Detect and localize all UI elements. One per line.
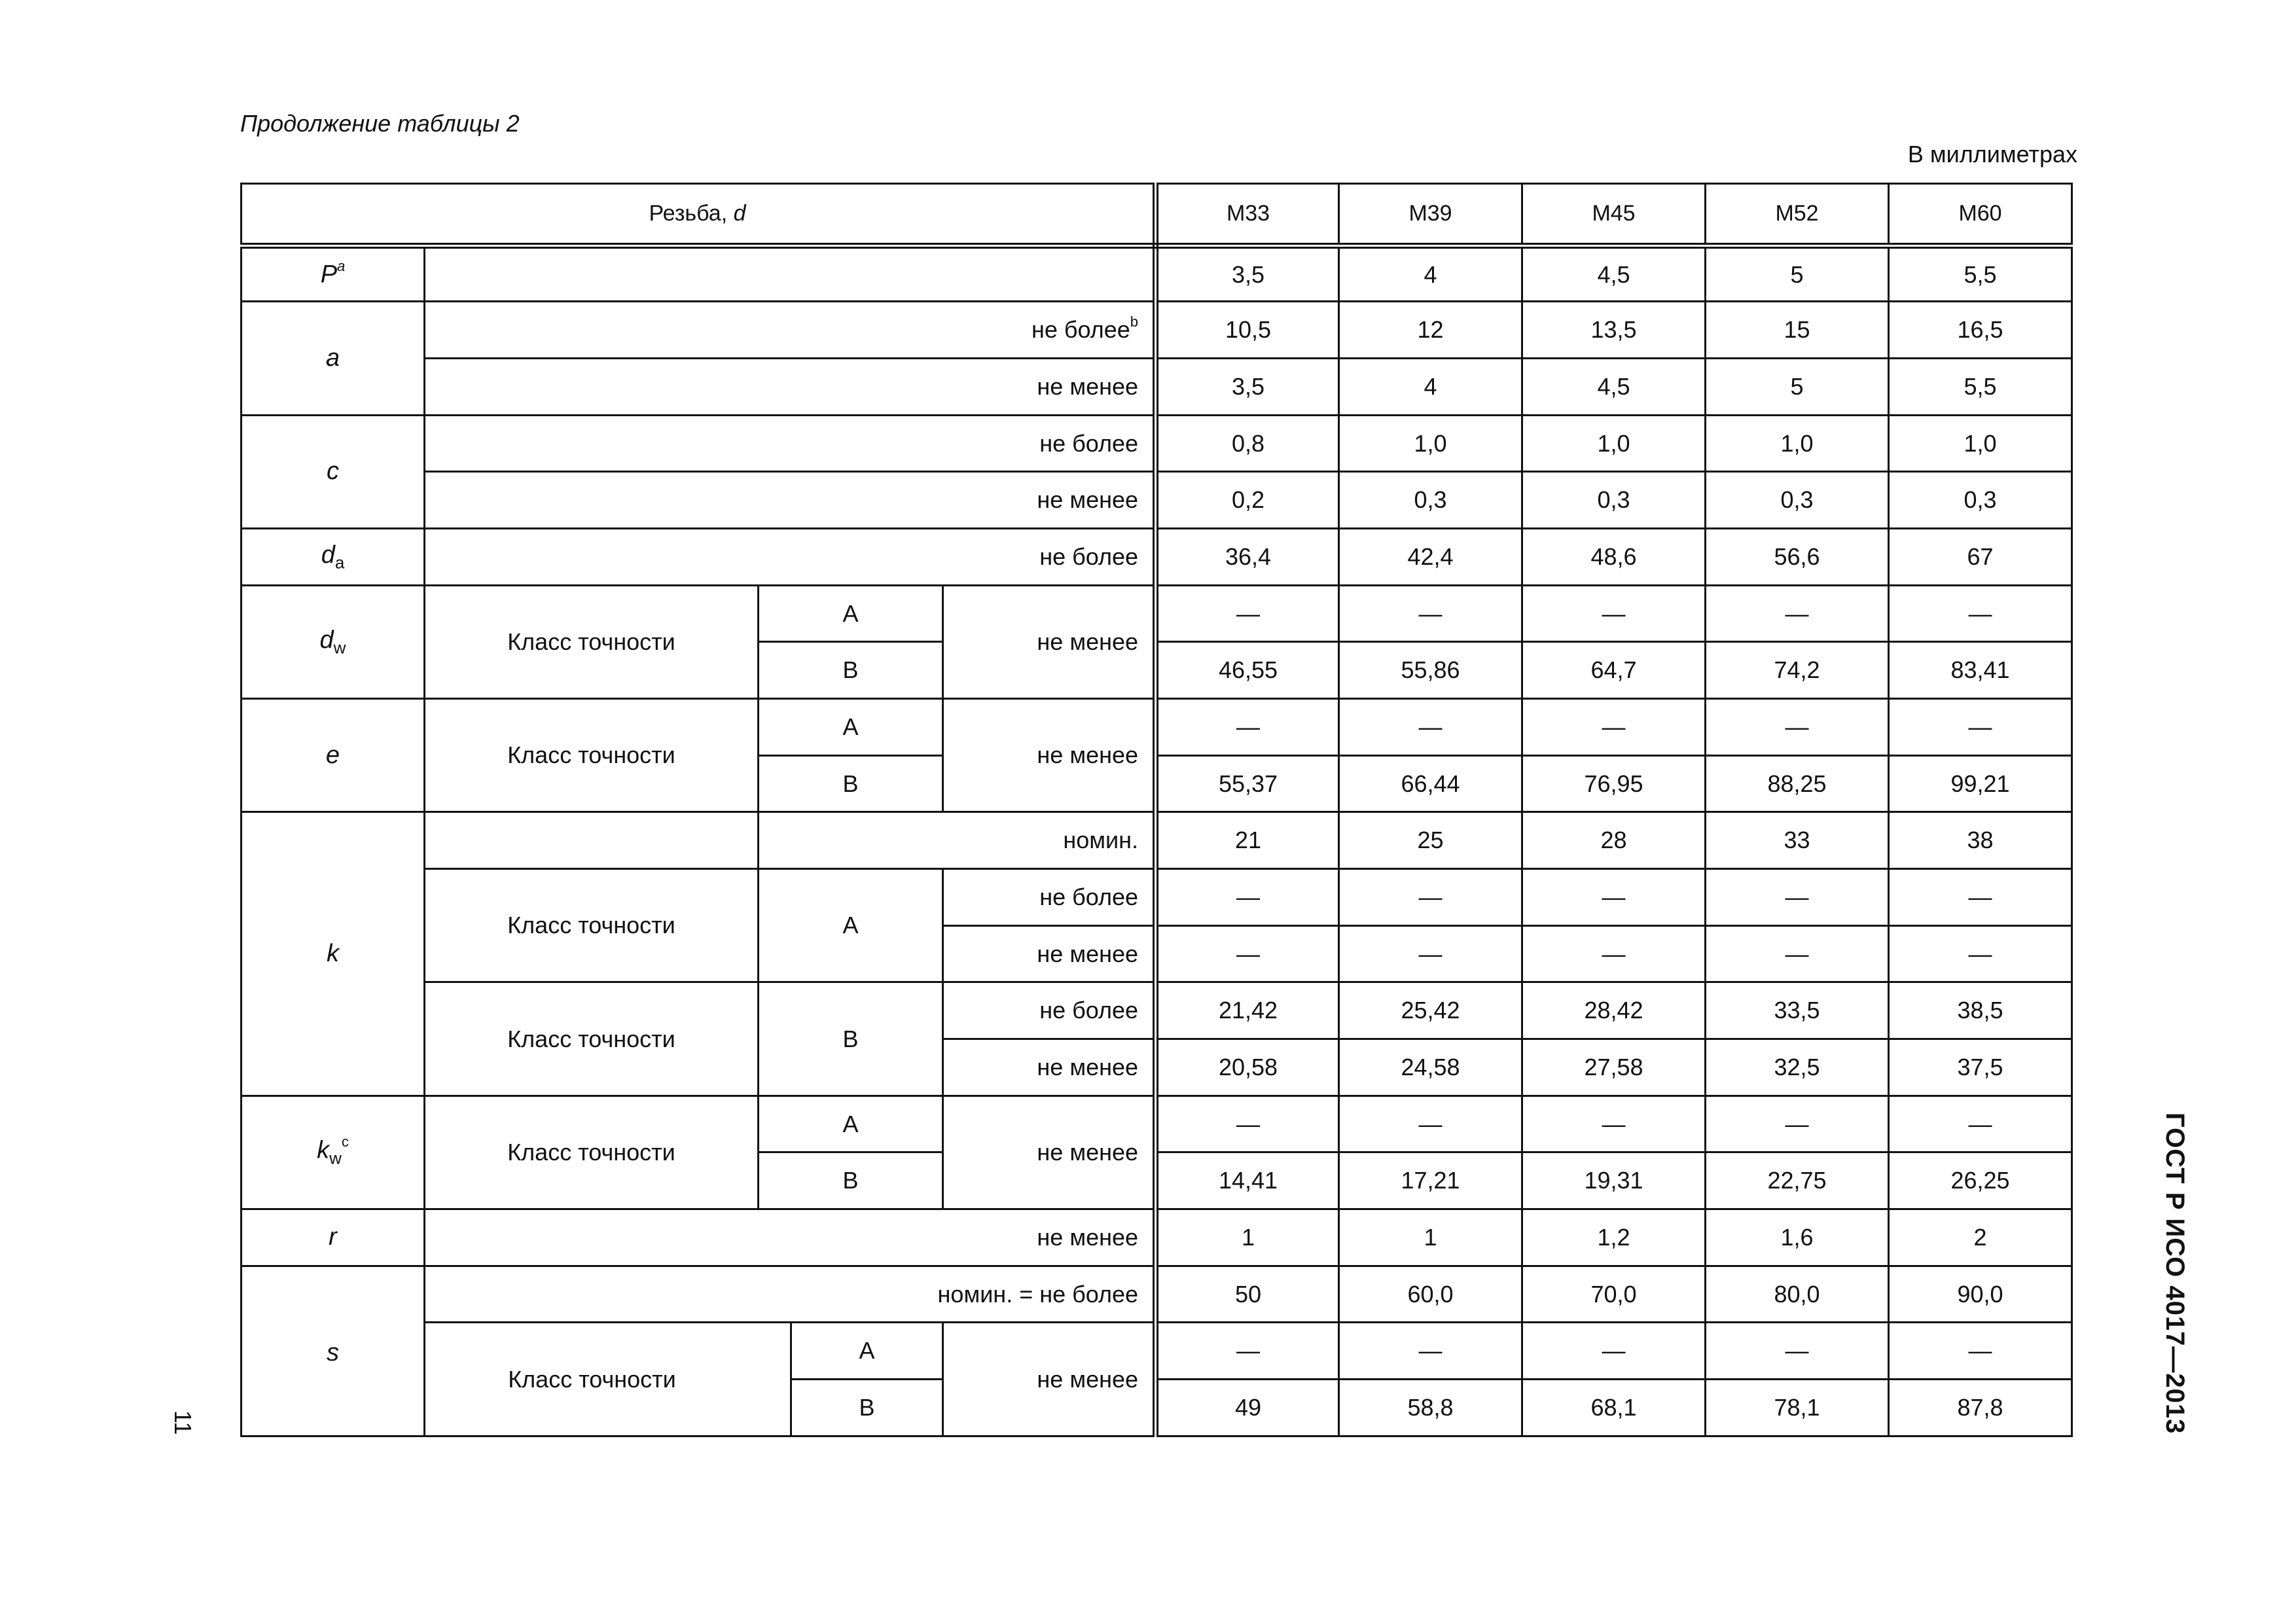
value-cell: — [1522,1323,1706,1380]
table-row [242,1266,2072,1323]
value-cell: 3,5 [1156,245,1339,302]
value-cell: — [1706,585,1889,642]
value-cell: 1,0 [1522,415,1706,472]
value-cell: 19,31 [1522,1152,1706,1209]
symbol-cell: s [242,1266,425,1436]
table-row [242,812,2072,869]
value-cell: 55,37 [1156,755,1339,812]
empty-cell [425,812,759,869]
value-cell: — [1706,925,1889,982]
limit-cell: не более [425,415,1156,472]
value-cell: 48,6 [1522,529,1706,586]
value-cell: 32,5 [1706,1039,1889,1096]
value-cell: 0,2 [1156,472,1339,529]
thread-label: Резьба, [649,200,734,226]
table-row [242,415,2072,472]
symbol-cell: r [242,1209,425,1266]
value-cell: 25 [1339,812,1522,869]
value-cell: 5 [1706,245,1889,302]
value-cell: — [1889,699,2072,756]
limit-cell: не менее [943,925,1156,982]
grade-cell: A [791,1323,943,1380]
value-cell: — [1889,1096,2072,1152]
value-cell: — [1156,699,1339,756]
limit-cell: не менее [425,472,1156,529]
value-cell: 60,0 [1339,1266,1522,1323]
symbol-cell: e [242,699,425,812]
value-cell: 16,5 [1889,302,2072,359]
value-cell: 33 [1706,812,1889,869]
value-cell: 58,8 [1339,1380,1522,1436]
value-cell: 4 [1339,245,1522,302]
table-row [242,982,2072,1039]
symbol-cell: k [242,812,425,1096]
value-cell: 1 [1156,1209,1339,1266]
value-cell: — [1889,925,2072,982]
page-number: 11 [170,1410,196,1435]
table-row [242,1096,2072,1152]
value-cell: — [1706,1096,1889,1152]
thread-var: d [733,200,746,226]
value-cell: 5,5 [1889,245,2072,302]
limit-cell: не менее [425,359,1156,416]
header-row [242,184,2072,246]
grade-cell: A [759,585,943,642]
limit-cell: не более$^b$ [425,302,1156,359]
table-caption: Продолжение таблицы 2 [240,110,520,137]
value-cell: 0,3 [1889,472,2072,529]
value-cell: 42,4 [1339,529,1522,586]
grade-cell: B [791,1380,943,1436]
value-cell: — [1706,699,1889,756]
size-header: M45 [1522,184,1706,246]
value-cell: — [1339,699,1522,756]
value-cell: — [1156,925,1339,982]
value-cell: — [1156,869,1339,926]
value-cell: 3,5 [1156,359,1339,416]
table-row [242,699,2072,756]
size-header: M52 [1706,184,1889,246]
value-cell: 70,0 [1522,1266,1706,1323]
value-cell: — [1522,925,1706,982]
value-cell: 33,5 [1706,982,1889,1039]
value-cell: — [1522,869,1706,926]
value-cell: — [1522,585,1706,642]
size-header: M60 [1889,184,2072,246]
value-cell: 14,41 [1156,1152,1339,1209]
limit-cell: не более [943,982,1156,1039]
value-cell: 1,2 [1522,1209,1706,1266]
value-cell: 10,5 [1156,302,1339,359]
limit-cell: не менее [943,699,1156,812]
value-cell: 17,21 [1339,1152,1522,1209]
value-cell: 21,42 [1156,982,1339,1039]
value-cell: 28 [1522,812,1706,869]
value-cell: — [1156,1096,1339,1152]
value-cell: 1,0 [1339,415,1522,472]
value-cell: 80,0 [1706,1266,1889,1323]
value-cell: 49 [1156,1380,1339,1436]
symbol-cell: a [242,302,425,415]
table-row [242,472,2072,529]
limit-cell: не менее [943,585,1156,698]
value-cell: 26,25 [1889,1152,2072,1209]
symbol-cell: $d_w$ [242,585,425,698]
value-cell: 0,8 [1156,415,1339,472]
class-cell: Класс точности [425,1323,791,1436]
limit-cell: номин. [759,812,1156,869]
class-cell: Класс точности [425,869,759,982]
table-row [242,585,2072,642]
value-cell: — [1889,1323,2072,1380]
value-cell: 68,1 [1522,1380,1706,1436]
grade-cell: B [759,755,943,812]
value-cell: 20,58 [1156,1039,1339,1096]
value-cell: 46,55 [1156,642,1339,699]
limit-cell: не менее [943,1096,1156,1209]
class-cell: Класс точности [425,1096,759,1209]
units-note: В миллиметрах [1907,141,2077,168]
value-cell: 66,44 [1339,755,1522,812]
value-cell: 2 [1889,1209,2072,1266]
symbol-cell: $k_w^c$ [242,1096,425,1209]
grade-cell: A [759,1096,943,1152]
limit-cell: не более [425,529,1156,586]
value-cell: 4,5 [1522,245,1706,302]
standard-title: ГОСТ Р ИСО 4017—2013 [2161,1113,2189,1435]
value-cell: 1 [1339,1209,1522,1266]
size-header: M33 [1156,184,1339,246]
value-cell: — [1522,699,1706,756]
value-cell: 27,58 [1522,1039,1706,1096]
value-cell: 28,42 [1522,982,1706,1039]
value-cell: 25,42 [1339,982,1522,1039]
class-cell: Класс точности [425,982,759,1096]
value-cell: 83,41 [1889,642,2072,699]
value-cell: 67 [1889,529,2072,586]
value-cell: 5,5 [1889,359,2072,416]
value-cell: 56,6 [1706,529,1889,586]
value-cell: 1,6 [1706,1209,1889,1266]
value-cell: — [1339,925,1522,982]
value-cell: — [1156,585,1339,642]
value-cell: 24,58 [1339,1039,1522,1096]
table-row [242,1209,2072,1266]
value-cell: — [1156,1323,1339,1380]
value-cell: 64,7 [1522,642,1706,699]
value-cell: 38,5 [1889,982,2072,1039]
limit-cell: номин. = не более [425,1266,1156,1323]
value-cell: 99,21 [1889,755,2072,812]
limit-cell: не менее [943,1039,1156,1096]
thread-header [242,184,1156,246]
value-cell: 15 [1706,302,1889,359]
symbol-cell: $P^a$ [242,245,425,302]
value-cell: 1,0 [1706,415,1889,472]
value-cell: 78,1 [1706,1380,1889,1436]
value-cell: 36,4 [1156,529,1339,586]
value-cell: 37,5 [1889,1039,2072,1096]
value-cell: 4 [1339,359,1522,416]
table-row [242,359,2072,416]
value-cell: 21 [1156,812,1339,869]
value-cell: 90,0 [1889,1266,2072,1323]
symbol-cell: c [242,415,425,528]
value-cell: 88,25 [1706,755,1889,812]
symbol-cell: $d_a$ [242,529,425,586]
value-cell: 0,3 [1339,472,1522,529]
dimensions-table [240,183,2073,1437]
value-cell: 0,3 [1706,472,1889,529]
table-row [242,302,2072,359]
value-cell: 1,0 [1889,415,2072,472]
value-cell: — [1889,585,2072,642]
value-cell: — [1339,585,1522,642]
value-cell: 50 [1156,1266,1339,1323]
value-cell: 74,2 [1706,642,1889,699]
grade-cell: A [759,699,943,756]
size-header: M39 [1339,184,1522,246]
value-cell: 12 [1339,302,1522,359]
grade-cell: B [759,642,943,699]
value-cell: 4,5 [1522,359,1706,416]
table-row [242,245,2072,302]
grade-cell: A [759,869,943,982]
value-cell: — [1522,1096,1706,1152]
value-cell: 5 [1706,359,1889,416]
value-cell: 13,5 [1522,302,1706,359]
empty-cell [425,245,1156,302]
value-cell: — [1889,869,2072,926]
value-cell: — [1339,1323,1522,1380]
value-cell: — [1706,1323,1889,1380]
value-cell: 76,95 [1522,755,1706,812]
value-cell: — [1339,869,1522,926]
class-cell: Класс точности [425,699,759,812]
value-cell: 22,75 [1706,1152,1889,1209]
class-cell: Класс точности [425,585,759,698]
limit-cell: не менее [943,1323,1156,1436]
value-cell: — [1339,1096,1522,1152]
value-cell: — [1706,869,1889,926]
value-cell: 38 [1889,812,2072,869]
value-cell: 55,86 [1339,642,1522,699]
value-cell: 0,3 [1522,472,1706,529]
table-row [242,869,2072,926]
limit-cell: не более [943,869,1156,926]
limit-cell: не менее [425,1209,1156,1266]
grade-cell: B [759,982,943,1096]
grade-cell: B [759,1152,943,1209]
table-row [242,529,2072,586]
value-cell: 87,8 [1889,1380,2072,1436]
table-row [242,1323,2072,1380]
